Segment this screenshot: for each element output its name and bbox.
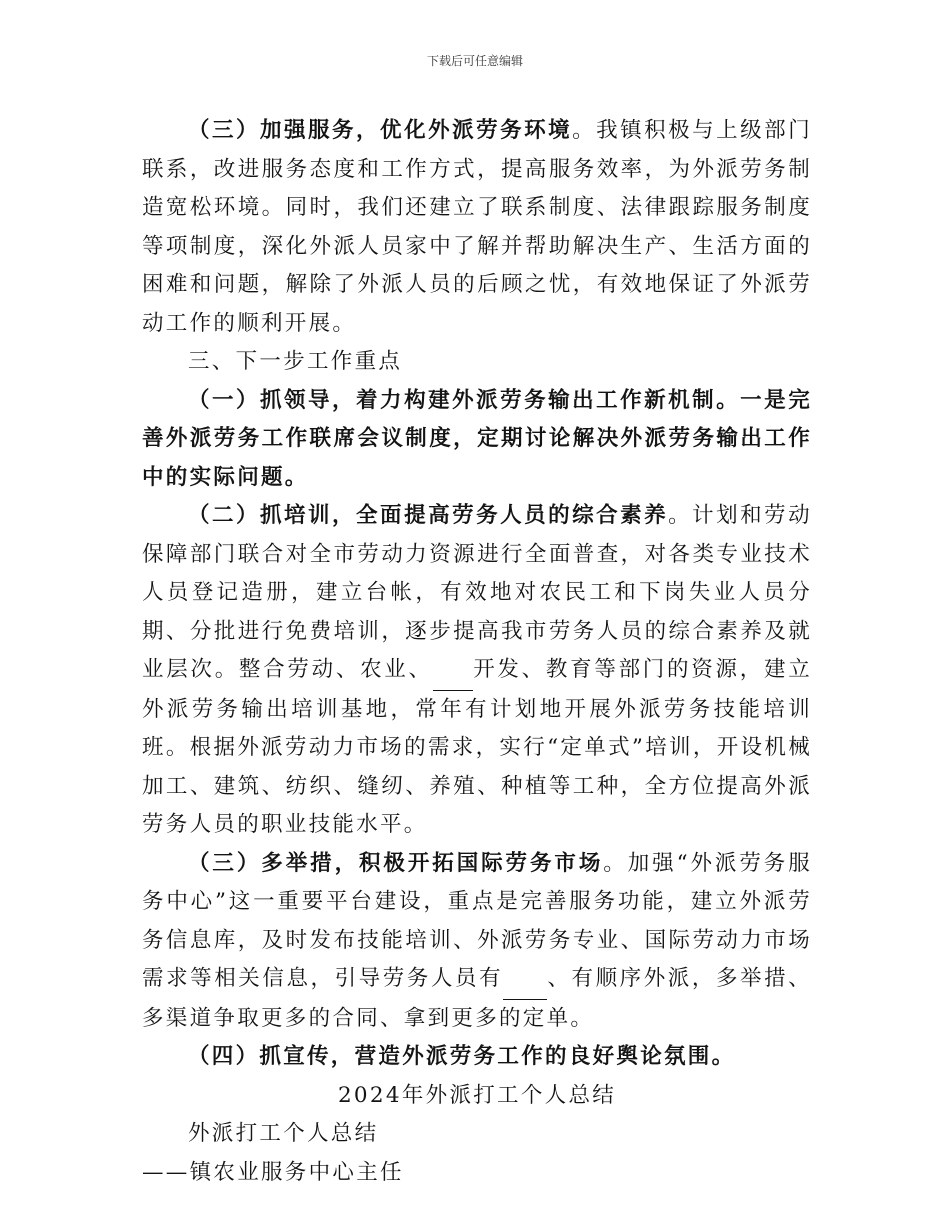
section-heading: 三、下一步工作重点 [188, 349, 403, 374]
page-header: 下载后可任意编辑 [426, 54, 523, 68]
document-body [142, 112, 812, 1192]
paragraph-text: 。我镇积极与上级部门联系，改进服务态度和工作方式，提高服务效率，为外派劳务制造宽松环境。同时，我们还建立了联系制度、法律跟踪服务制度等项制度，深化外派人员家中了解并帮助解决生产、生活方面的困难和问题，解除了外派人员的后顾之忧，有效地保证了外派劳动工作的顺利开展。 [142, 118, 812, 336]
paragraph-text: 。计划和劳动保障部门联合对全市劳动力资源进行全面普查，对各类专业技术人员登记造册，建立台帐，有效地对农民工和下岗失业人员分期、分批进行免费培训，逐步提高我市劳务人员的综合素养及就业层次。整合劳动、农业、 [142, 503, 812, 682]
paragraph-lead: （二）抓培训，全面提高劳务人员的综合素养 [188, 503, 669, 528]
paragraph-text: 。加强“外派劳务服务中心”这一重要平台建设，重点是完善服务功能，建立外派劳务信息库，及时发布技能培训、外派劳务专业、国际劳动力市场需求等相关信息，引导劳务人员有 [142, 850, 812, 991]
paragraph-market [142, 845, 812, 1039]
blank-underline [433, 651, 473, 691]
document-title: 2024年外派打工个人总结 [337, 1082, 617, 1108]
paragraph-text: 开发、教育等部门的资源，建立外派劳务输出培训基地，常年有计划地开展外派劳务技能培训班。根据外派劳动力市场的需求，实行“定单式”培训，开设机械加工、建筑、纺织、缝纫、养殖、种植等工种，全方位提高外派劳务人员的职业技能水平。 [142, 657, 812, 837]
paragraph-leadership: （一）抓领导，着力构建外派劳务输出工作新机制。一是完善外派劳务工作联席会议制度，定期讨论解决外派劳务输出工作中的实际问题。 [142, 387, 812, 490]
paragraph-text: 、有顺序外派，多举措、多渠道争取更多的合同、拿到更多的定单。 [142, 966, 812, 1031]
paragraph-training [142, 497, 812, 845]
paragraph-lead: （三）多举措，积极开拓国际劳务市场 [188, 850, 604, 876]
paragraph-lead: （三）加强服务，优化外派劳务环境 [188, 118, 573, 143]
blank-underline [503, 960, 547, 1000]
paragraph-service [142, 112, 812, 343]
paragraph-publicity: （四）抓宣传，营造外派劳务工作的良好舆论氛围。 [188, 1044, 736, 1069]
document-subtitle: 外派打工个人总结 [188, 1121, 379, 1146]
author-line: ——镇农业服务中心主任 [142, 1159, 404, 1185]
